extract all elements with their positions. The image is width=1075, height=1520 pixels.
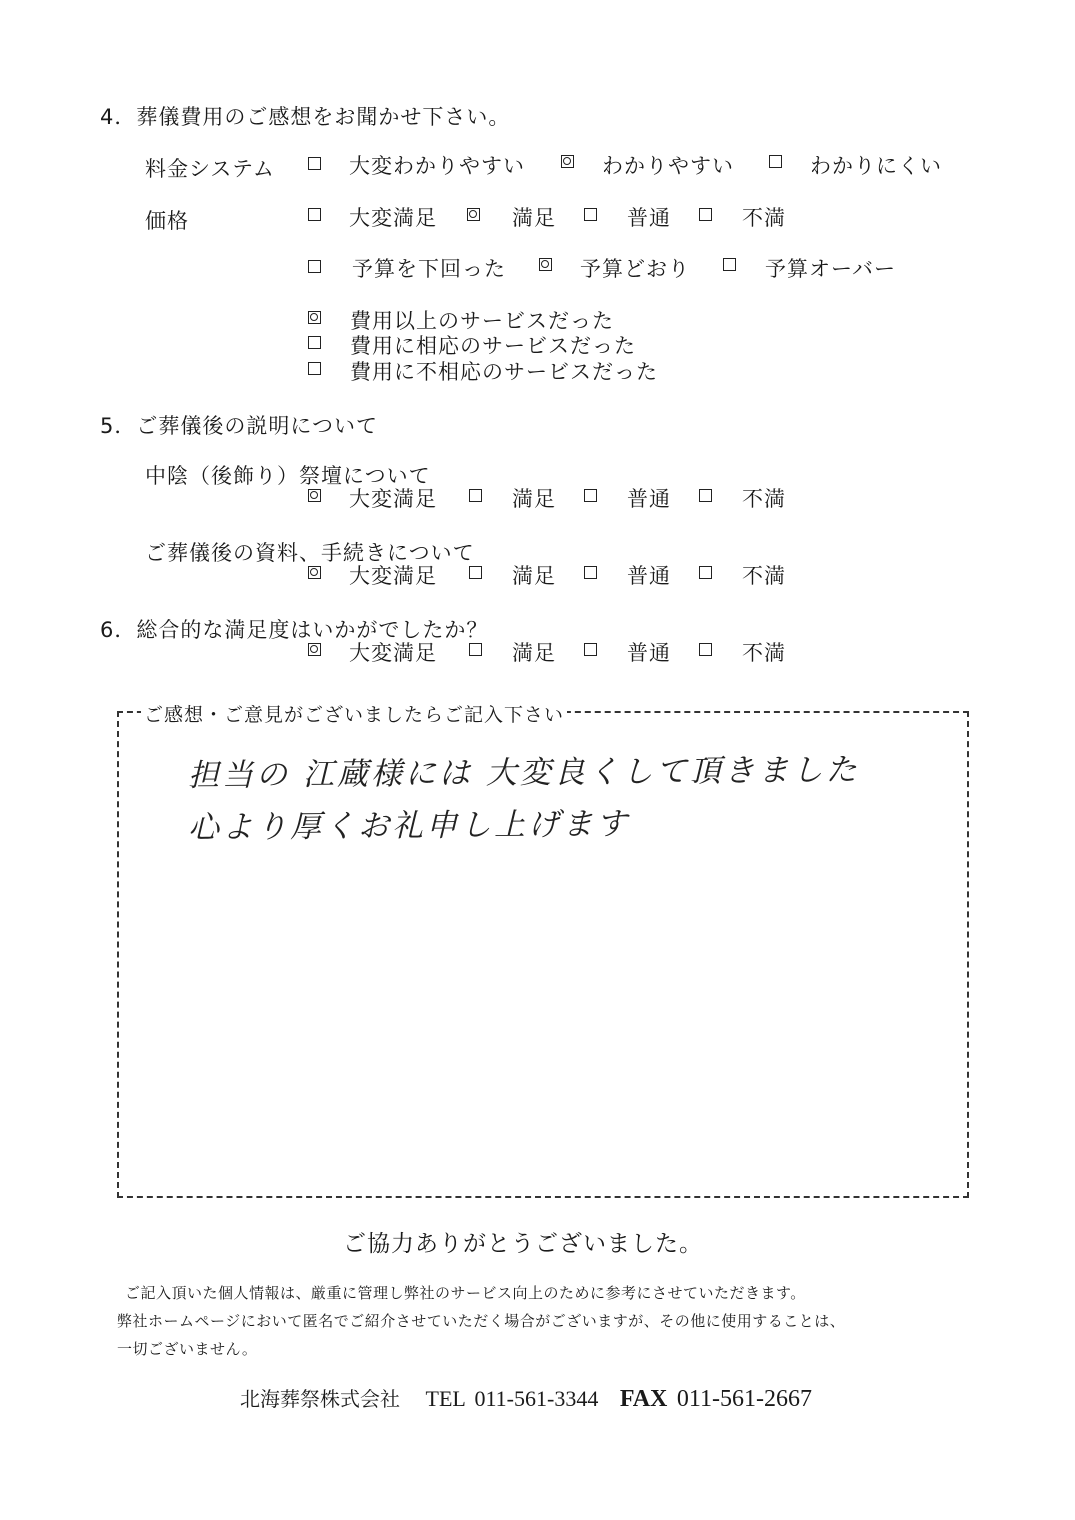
price-system-label: 料金システム [145,157,275,181]
checkbox-price-very-satisfied[interactable] [308,208,321,221]
q4-title: 4．葬儀費用のご感想をお聞かせ下さい。 [100,105,511,129]
option-overall-dissatisfied: 不満 [742,641,786,665]
option-altar-satisfied: 満足 [512,487,556,511]
option-service-fair: 費用に相応のサービスだった [350,334,636,358]
checkbox-price-dissatisfied[interactable] [699,208,712,221]
checkbox-altar-normal[interactable] [584,489,597,502]
option-docs-very-satisfied: 大変満足 [349,564,437,588]
option-price-dissatisfied: 不満 [742,206,786,230]
checkbox-docs-satisfied[interactable] [469,566,482,579]
option-price-satisfied: 満足 [512,206,556,230]
option-service-below: 費用に不相応のサービスだった [350,360,658,384]
checkbox-overall-dissatisfied[interactable] [699,643,712,656]
option-overall-very-satisfied: 大変満足 [349,641,437,665]
checkbox-budget-on[interactable] [539,258,552,271]
checkbox-altar-satisfied[interactable] [469,489,482,502]
privacy-note-line-3: 一切ございません。 [117,1340,258,1358]
checkbox-budget-over[interactable] [723,258,736,271]
docs-label: ご葬儀後の資料、手続きについて [145,541,475,565]
checkbox-service-fair[interactable] [308,336,321,349]
fax-number: 011-561-2667 [676,1386,812,1412]
option-altar-dissatisfied: 不満 [742,487,786,511]
privacy-note-line-1: ご記入頂いた個人情報は、厳重に管理し弊社のサービス向上のために参考にさせていただきます。 [125,1284,806,1302]
option-budget-over: 予算オーバー [765,257,896,281]
option-price-very-satisfied: 大変満足 [349,206,437,230]
option-system-easy: わかりやすい [602,154,734,178]
handwritten-comment-line-2: 心より厚くお礼申し上げます [187,806,631,846]
checkbox-system-easy[interactable] [561,155,574,168]
option-system-hard: わかりにくい [810,154,942,178]
checkbox-price-satisfied[interactable] [467,208,480,221]
checkbox-system-very-easy[interactable] [308,157,321,170]
tel-number: 011-561-3344 [474,1386,599,1411]
price-label: 価格 [145,209,189,233]
checkbox-altar-very-satisfied[interactable] [308,489,321,502]
checkbox-service-above[interactable] [308,311,321,324]
option-budget-under: 予算を下回った [352,257,506,281]
option-altar-very-satisfied: 大変満足 [349,487,437,511]
checkbox-docs-dissatisfied[interactable] [699,566,712,579]
checkbox-overall-satisfied[interactable] [469,643,482,656]
checkbox-price-normal[interactable] [584,208,597,221]
checkbox-overall-very-satisfied[interactable] [308,643,321,656]
thanks-message: ご協力ありがとうございました。 [343,1231,703,1257]
option-service-above: 費用以上のサービスだった [350,309,614,333]
checkbox-altar-dissatisfied[interactable] [699,489,712,502]
tel-label: TEL [425,1386,465,1411]
option-overall-normal: 普通 [627,641,671,665]
option-docs-normal: 普通 [627,564,671,588]
checkbox-service-below[interactable] [308,362,321,375]
option-overall-satisfied: 満足 [512,641,556,665]
option-docs-satisfied: 満足 [512,564,556,588]
privacy-note-line-2: 弊社ホームページにおいて匿名でご紹介させていただく場合がございますが、その他に使用することは、 [117,1312,846,1330]
option-price-normal: 普通 [627,206,671,230]
option-budget-on: 予算どおり [580,257,690,281]
checkbox-docs-very-satisfied[interactable] [308,566,321,579]
option-system-very-easy: 大変わかりやすい [349,154,525,178]
option-docs-dissatisfied: 不満 [742,564,786,588]
checkbox-docs-normal[interactable] [584,566,597,579]
handwritten-comment-line-1: 担当の 江蔵様には 大変良くして頂きました [187,752,860,794]
option-altar-normal: 普通 [627,487,671,511]
q5-title: 5．ご葬儀後の説明について [100,414,378,438]
comment-box-label: ご感想・ご意見がございましたらご記入下さい [141,700,567,727]
checkbox-overall-normal[interactable] [584,643,597,656]
company-contact [240,1383,812,1413]
company-name: 北海葬祭株式会社 [240,1387,400,1411]
fax-label: FAX [619,1386,668,1412]
q6-title: 6．総合的な満足度はいかがでしたか？ [100,618,489,642]
checkbox-budget-under[interactable] [308,260,321,273]
checkbox-system-hard[interactable] [769,155,782,168]
altar-label: 中陰（後飾り）祭壇について [145,464,431,488]
